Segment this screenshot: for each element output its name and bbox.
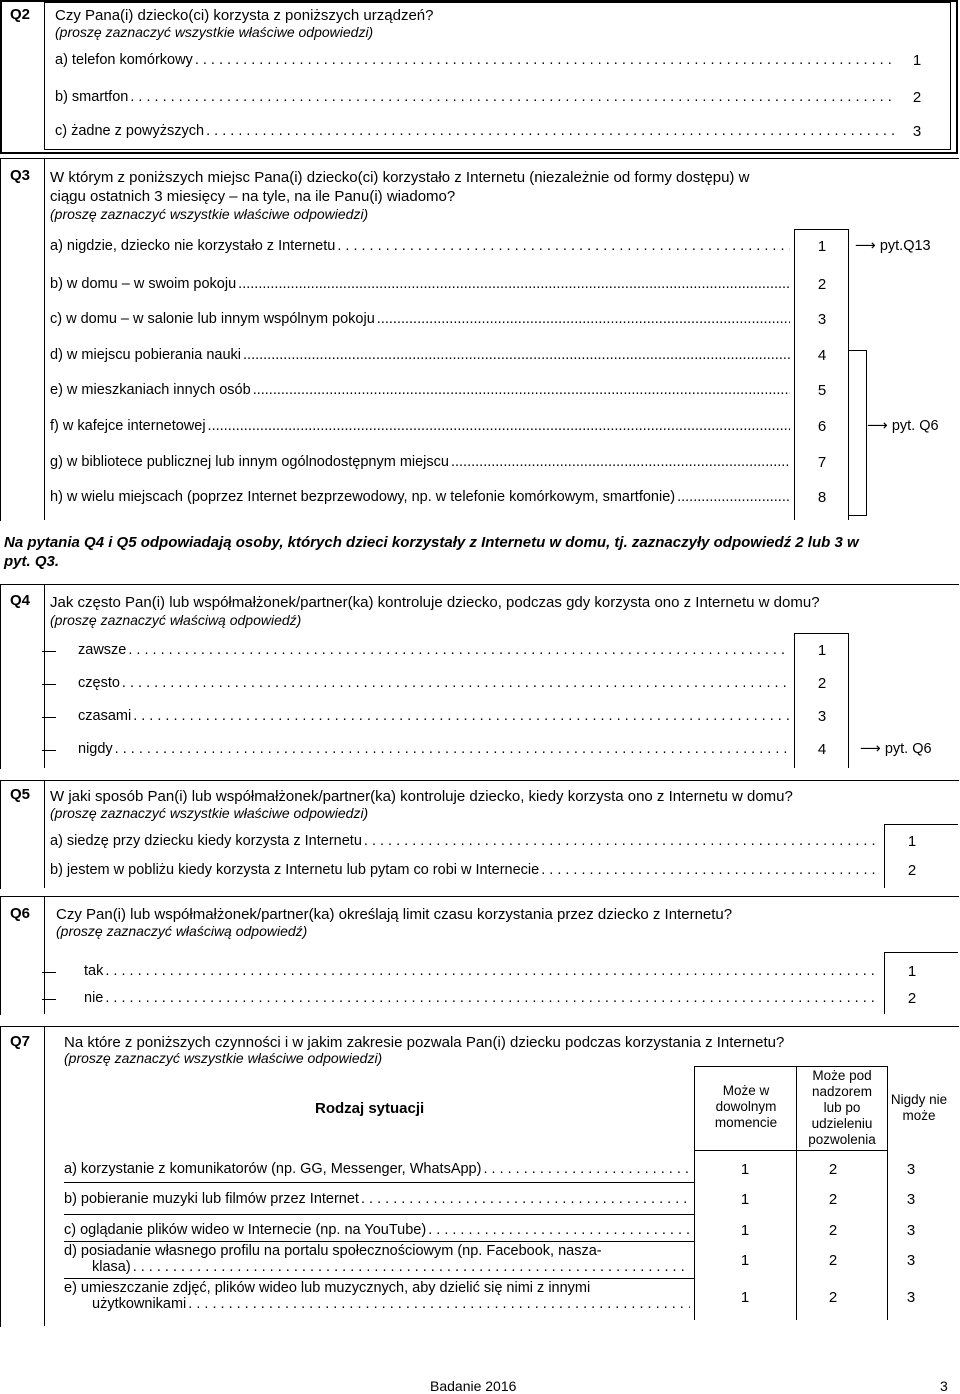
q7-b-code-1[interactable]: 1 bbox=[740, 1191, 750, 1208]
dash-bullet-icon bbox=[42, 717, 56, 718]
row-label: c) oglądanie plików wideo w Internecie (np. na YouTube) bbox=[64, 1222, 427, 1238]
leader-dots bbox=[243, 347, 790, 363]
q2-option-a[interactable] bbox=[55, 52, 895, 68]
option-label: zawsze bbox=[78, 642, 127, 658]
leader-dots bbox=[337, 238, 790, 254]
q3-code-6[interactable]: 6 bbox=[817, 418, 827, 435]
skip-label: pyt. Q6 bbox=[891, 418, 939, 434]
q3-code-3[interactable]: 3 bbox=[817, 311, 827, 328]
leader-dots bbox=[541, 862, 880, 878]
option-label: tak bbox=[84, 963, 104, 979]
q7-c-code-2[interactable]: 2 bbox=[828, 1222, 838, 1239]
q3-option-c[interactable] bbox=[50, 311, 790, 327]
q5-option-b[interactable] bbox=[50, 862, 880, 878]
q7-title: Na które z poniższych czynności i w jakim zakresie pozwala Pan(i) dziecku podczas korzystania z Internetu? bbox=[64, 1034, 785, 1051]
q3-option-b[interactable] bbox=[50, 276, 790, 292]
leader-dots bbox=[128, 642, 790, 658]
q4-codes-right-border bbox=[848, 633, 849, 768]
q7-header-never bbox=[884, 1092, 954, 1124]
q2-title: Czy Pana(i) dziecko(ci) korzysta z poniższych urządzeń? bbox=[55, 7, 434, 24]
q6-option-no[interactable] bbox=[84, 990, 880, 1006]
q3-bracket-top bbox=[849, 350, 867, 351]
q4-number: Q4 bbox=[10, 592, 31, 609]
q6-option-yes[interactable] bbox=[84, 963, 880, 979]
leader-dots bbox=[130, 89, 895, 105]
q7-d-code-1[interactable]: 1 bbox=[740, 1252, 750, 1269]
q7-row-divider bbox=[64, 1241, 694, 1242]
q7-a-code-2[interactable]: 2 bbox=[828, 1161, 838, 1178]
q7-c-code-1[interactable]: 1 bbox=[740, 1222, 750, 1239]
dash-bullet-icon bbox=[42, 651, 56, 652]
q4-codes-left-border bbox=[794, 633, 795, 768]
skip-label: pyt.Q13 bbox=[879, 238, 931, 254]
q7-header-top bbox=[694, 1066, 888, 1067]
q7-e-code-1[interactable]: 1 bbox=[740, 1289, 750, 1306]
q3-option-g[interactable] bbox=[50, 454, 790, 470]
option-label: nigdy bbox=[78, 741, 113, 757]
q5-codes-top-border bbox=[884, 824, 958, 825]
q6-number: Q6 bbox=[10, 905, 31, 922]
q3-option-d[interactable] bbox=[50, 347, 790, 363]
arrow-right-icon: ⟶ bbox=[867, 418, 888, 434]
q7-c-code-3[interactable]: 3 bbox=[906, 1222, 916, 1239]
q3-left-divider bbox=[44, 158, 45, 520]
q5-title: W jaki sposób Pan(i) lub współmałżonek/partner(ka) kontroluje dziecko, kiedy korzysta ono z Internetu w domu? bbox=[50, 788, 793, 805]
dash-bullet-icon bbox=[42, 750, 56, 751]
q4-codes-top-border bbox=[794, 633, 849, 634]
q7-row-divider bbox=[64, 1278, 694, 1279]
q3-option-a[interactable] bbox=[50, 238, 790, 254]
q7-e-code-3[interactable]: 3 bbox=[906, 1289, 916, 1306]
q3-option-f[interactable] bbox=[50, 418, 790, 434]
q6-hint: (proszę zaznaczyć właściwą odpowiedź) bbox=[56, 923, 308, 939]
q4-option-never[interactable] bbox=[78, 741, 790, 757]
q7-d-code-2[interactable]: 2 bbox=[828, 1252, 838, 1269]
q7-d-code-3[interactable]: 3 bbox=[906, 1252, 916, 1269]
q3-title-line1: W którym z poniższych miejsc Pana(i) dziecko(ci) korzystało z Internetu (niezależnie od formy dostępu) w bbox=[50, 169, 750, 186]
q3-number: Q3 bbox=[10, 167, 31, 184]
q2-option-b[interactable] bbox=[55, 89, 895, 105]
q4-option-often[interactable] bbox=[78, 675, 790, 691]
q7-b-code-2[interactable]: 2 bbox=[828, 1191, 838, 1208]
leader-dots bbox=[238, 276, 790, 292]
q7-e-code-2[interactable]: 2 bbox=[828, 1289, 838, 1306]
q4-title: Jak często Pan(i) lub współmałżonek/partner(ka) kontroluje dziecko, podczas gdy korzysta ono z Internetu w domu? bbox=[50, 594, 820, 611]
q4-skip-q6 bbox=[860, 741, 932, 757]
row-label: b) pobieranie muzyki lub filmów przez Internet bbox=[64, 1191, 359, 1207]
q3-code-7[interactable]: 7 bbox=[817, 454, 827, 471]
option-label: g) w bibliotece publicznej lub innym ogólnodostępnym miejscu bbox=[50, 454, 449, 470]
q7-a-code-1[interactable]: 1 bbox=[740, 1161, 750, 1178]
q2-code-2[interactable]: 2 bbox=[912, 89, 922, 106]
q4-option-always[interactable] bbox=[78, 642, 790, 658]
option-label: e) w mieszkaniach innych osób bbox=[50, 382, 251, 398]
option-label: b) w domu – w swoim pokoju bbox=[50, 276, 237, 292]
footer-survey: Badanie 2016 bbox=[430, 1378, 517, 1394]
dash-bullet-icon bbox=[42, 972, 56, 973]
header-line: Może pod bbox=[812, 1068, 872, 1083]
header-line: lub po bbox=[823, 1100, 861, 1115]
q7-a-code-3[interactable]: 3 bbox=[906, 1161, 916, 1178]
leader-dots bbox=[115, 741, 790, 757]
q7-col-border-1 bbox=[694, 1066, 695, 1320]
leader-dots bbox=[133, 1259, 690, 1275]
row-label: a) korzystanie z komunikatorów (np. GG, Messenger, WhatsApp) bbox=[64, 1161, 482, 1177]
q7-header-situation: Rodzaj sytuacji bbox=[315, 1100, 425, 1117]
q3-skip-q13 bbox=[855, 238, 931, 254]
q7-row-b bbox=[64, 1191, 690, 1207]
q4-code-4[interactable]: 4 bbox=[817, 741, 827, 758]
q7-row-e-line1: e) umieszczanie zdjęć, plików wideo lub muzycznych, aby dzielić się nimi z innymi bbox=[64, 1280, 591, 1296]
q7-header-supervised bbox=[797, 1068, 887, 1148]
q3-code-2[interactable]: 2 bbox=[817, 276, 827, 293]
q6-title: Czy Pan(i) lub współmałżonek/partner(ka) określają limit czasu korzystania przez dziecko z Internetu? bbox=[56, 906, 733, 923]
q7-b-code-3[interactable]: 3 bbox=[906, 1191, 916, 1208]
q2-code-3[interactable]: 3 bbox=[912, 123, 922, 140]
leader-dots bbox=[206, 123, 895, 139]
q4-code-2[interactable]: 2 bbox=[817, 675, 827, 692]
q4-option-sometimes[interactable] bbox=[78, 708, 790, 724]
q3-codes-right-border bbox=[848, 229, 849, 520]
q3-option-e[interactable] bbox=[50, 382, 790, 398]
q3-skip-q6 bbox=[867, 418, 939, 434]
q7-number: Q7 bbox=[10, 1033, 31, 1050]
q4-left-divider bbox=[44, 584, 45, 768]
option-label: a) telefon komórkowy bbox=[55, 52, 193, 68]
q3-code-8[interactable]: 8 bbox=[817, 489, 827, 506]
header-line: dowolnym bbox=[715, 1099, 777, 1114]
option-label: d) w miejscu pobierania nauki bbox=[50, 347, 242, 363]
leader-dots bbox=[133, 708, 790, 724]
q3-codes-top-border bbox=[794, 229, 849, 230]
leader-dots bbox=[361, 1191, 690, 1207]
filter-note-line2: pyt. Q3. bbox=[4, 553, 60, 570]
header-line: może bbox=[902, 1108, 936, 1123]
q5-hint: (proszę zaznaczyć wszystkie właściwe odpowiedzi) bbox=[50, 805, 369, 821]
leader-dots bbox=[188, 1296, 690, 1312]
q3-code-4[interactable]: 4 bbox=[817, 347, 827, 364]
q3-bracket-bottom bbox=[849, 515, 867, 516]
option-label: a) nigdzie, dziecko nie korzystało z Internetu bbox=[50, 238, 336, 254]
skip-label: pyt. Q6 bbox=[884, 741, 932, 757]
leader-dots bbox=[105, 963, 880, 979]
arrow-right-icon: ⟶ bbox=[860, 741, 881, 757]
q4-code-1[interactable]: 1 bbox=[817, 642, 827, 659]
q4-hint: (proszę zaznaczyć właściwą odpowiedź) bbox=[50, 612, 302, 628]
leader-dots bbox=[428, 1222, 690, 1238]
option-label: c) żadne z powyższych bbox=[55, 123, 205, 139]
q7-hint: (proszę zaznaczyć wszystkie właściwe odpowiedzi) bbox=[64, 1050, 383, 1066]
q7-header-bottom bbox=[694, 1150, 888, 1151]
q5-number: Q5 bbox=[10, 786, 31, 803]
q7-header-anytime bbox=[696, 1083, 796, 1131]
q7-left-divider bbox=[44, 1026, 45, 1326]
q6-code-2[interactable]: 2 bbox=[907, 990, 917, 1007]
option-label: często bbox=[78, 675, 120, 691]
q3-code-1[interactable]: 1 bbox=[817, 238, 827, 255]
q6-code-1[interactable]: 1 bbox=[907, 963, 917, 980]
leader-dots bbox=[253, 382, 790, 398]
q2-option-c[interactable] bbox=[55, 123, 895, 139]
option-label: c) w domu – w salonie lub innym wspólnym pokoju bbox=[50, 311, 375, 327]
leader-dots bbox=[677, 489, 790, 505]
leader-dots bbox=[208, 418, 790, 434]
dash-bullet-icon bbox=[42, 999, 56, 1000]
leader-dots bbox=[451, 454, 790, 470]
q4-code-3[interactable]: 3 bbox=[817, 708, 827, 725]
q6-codes-left-border bbox=[884, 952, 885, 1014]
q3-hint: (proszę zaznaczyć wszystkie właściwe odpowiedzi) bbox=[50, 206, 369, 222]
q7-row-c bbox=[64, 1222, 690, 1238]
footer-page-number: 3 bbox=[940, 1378, 948, 1394]
header-line: Może w bbox=[722, 1083, 770, 1098]
option-label: nie bbox=[84, 990, 104, 1006]
q5-codes-left-border bbox=[884, 824, 885, 888]
option-label: h) w wielu miejscach (poprzez Internet bezprzewodowy, np. w telefonie komórkowym, smartfonie) bbox=[50, 489, 676, 505]
option-label: czasami bbox=[78, 708, 132, 724]
q6-codes-top-border bbox=[884, 952, 958, 953]
dash-bullet-icon bbox=[42, 684, 56, 685]
leader-dots bbox=[195, 52, 895, 68]
leader-dots bbox=[377, 311, 790, 327]
q3-option-h[interactable] bbox=[50, 489, 790, 505]
q3-code-5[interactable]: 5 bbox=[817, 382, 827, 399]
q2-number: Q2 bbox=[10, 6, 31, 23]
q7-row-divider bbox=[64, 1214, 694, 1215]
leader-dots bbox=[122, 675, 790, 691]
q2-hint: (proszę zaznaczyć wszystkie właściwe odpowiedzi) bbox=[55, 24, 374, 40]
q5-code-2[interactable]: 2 bbox=[907, 862, 917, 879]
header-line: nadzorem bbox=[811, 1084, 873, 1099]
header-line: Nigdy nie bbox=[890, 1092, 948, 1107]
option-label: f) w kafejce internetowej bbox=[50, 418, 206, 434]
q5-code-1[interactable]: 1 bbox=[907, 833, 917, 850]
q7-row-divider bbox=[64, 1182, 694, 1183]
leader-dots bbox=[105, 990, 880, 1006]
header-line: pozwolenia bbox=[808, 1132, 876, 1147]
option-label: b) jestem w pobliżu kiedy korzysta z Internetu lub pytam co robi w Internecie bbox=[50, 862, 540, 878]
q5-option-a[interactable] bbox=[50, 833, 880, 849]
filter-note-line1: Na pytania Q4 i Q5 odpowiadają osoby, których dzieci korzystały z Internetu w domu, tj. zaznaczyły odpowiedź 2 lub 3 w bbox=[4, 534, 859, 551]
row-label: użytkownikami bbox=[92, 1296, 187, 1312]
header-line: momencie bbox=[714, 1115, 778, 1130]
option-label: b) smartfon bbox=[55, 89, 129, 105]
q7-row-a bbox=[64, 1161, 690, 1177]
q7-row-d bbox=[92, 1259, 690, 1275]
option-label: a) siedzę przy dziecku kiedy korzysta z Internetu bbox=[50, 833, 362, 849]
leader-dots bbox=[364, 833, 880, 849]
q5-left-divider bbox=[44, 780, 45, 888]
header-line: udzieleniu bbox=[811, 1116, 873, 1131]
q7-row-e bbox=[92, 1296, 690, 1312]
leader-dots bbox=[483, 1161, 690, 1177]
q6-left-divider bbox=[44, 896, 45, 1014]
q7-row-d-line1: d) posiadanie własnego profilu na portalu społecznościowym (np. Facebook, nasza- bbox=[64, 1243, 602, 1259]
q2-code-1[interactable]: 1 bbox=[912, 52, 922, 69]
arrow-right-icon: ⟶ bbox=[855, 238, 876, 254]
q3-title-line2: ciągu ostatnich 3 miesięcy – na tyle, na ile Panu(i) wiadomo? bbox=[50, 188, 456, 205]
row-label: klasa) bbox=[92, 1259, 131, 1275]
q3-codes-left-border bbox=[794, 229, 795, 520]
